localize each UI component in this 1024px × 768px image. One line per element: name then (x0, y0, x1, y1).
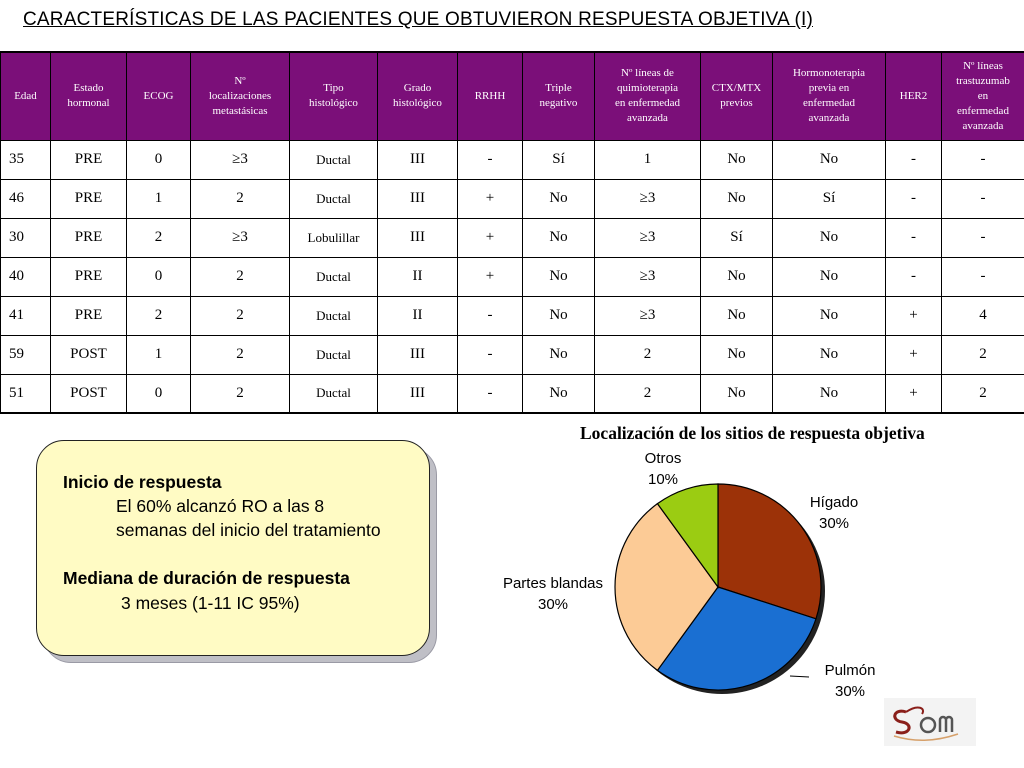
cell-ecog: 0 (127, 257, 191, 296)
callout-duration-value: 3 meses (1-11 IC 95%) (121, 593, 300, 613)
pie-label (488, 573, 618, 615)
cell-age: 59 (1, 335, 51, 374)
cell-grade: III (378, 335, 458, 374)
cell-ctx-mtx: No (701, 179, 773, 218)
seom-logo-icon (884, 698, 976, 746)
column-header-text: ECOG (143, 89, 174, 102)
cell-hormonotherapy: Sí (773, 179, 886, 218)
column-header-text: en (977, 89, 989, 102)
cell-histology: Ductal (290, 374, 378, 413)
cell-age: 40 (1, 257, 51, 296)
column-header-text: previos (720, 97, 753, 110)
cell-metastatic-sites: 2 (191, 296, 290, 335)
pie-label-name: Otros (644, 450, 682, 467)
pie-label-value: 10% (647, 471, 679, 488)
cell-metastatic-sites: 2 (191, 335, 290, 374)
cell-ecog: 2 (127, 296, 191, 335)
cell-hormonal-status: POST (51, 335, 127, 374)
cell-hormonal-status: PRE (51, 257, 127, 296)
cell-ecog: 0 (127, 374, 191, 413)
cell-her2: - (886, 218, 942, 257)
cell-hormonotherapy: No (773, 335, 886, 374)
cell-triple-negative: No (523, 257, 595, 296)
cell-chemo-lines: 1 (595, 140, 701, 179)
cell-ctx-mtx: No (701, 374, 773, 413)
column-header-text: metastásicas (212, 104, 268, 117)
cell-histology: Ductal (290, 296, 378, 335)
cell-rrhh: - (458, 296, 523, 335)
cell-rrhh: - (458, 374, 523, 413)
column-header-text: hormonal (67, 97, 110, 110)
cell-chemo-lines: ≥3 (595, 218, 701, 257)
cell-age: 35 (1, 140, 51, 179)
column-header-text: Estado (73, 82, 104, 95)
cell-histology: Ductal (290, 257, 378, 296)
pie-label-name: Pulmón (824, 662, 876, 679)
callout-onset-line-1: El 60% alcanzó RO a las 8 (116, 496, 325, 516)
page-title: CARACTERÍSTICAS DE LAS PACIENTES QUE OBTUVIERON RESPUESTA OBJETIVA (I) (23, 9, 813, 30)
cell-hormonal-status: PRE (51, 296, 127, 335)
column-header-text: Hormonoterapia (792, 67, 866, 80)
column-header-text: Nº líneas (963, 59, 1003, 72)
chart-title: Localización de los sitios de respuesta objetiva (580, 423, 925, 443)
cell-grade: II (378, 296, 458, 335)
cell-her2: + (886, 335, 942, 374)
column-header-text: Triple (545, 82, 572, 95)
column-header-text: CTX/MTX (711, 82, 762, 95)
cell-chemo-lines: ≥3 (595, 179, 701, 218)
pie-label-value: 30% (818, 515, 850, 532)
cell-ecog: 2 (127, 218, 191, 257)
column-header-text: enfermedad (803, 97, 855, 110)
cell-grade: III (378, 140, 458, 179)
cell-triple-negative: No (523, 179, 595, 218)
pie-label-value: 30% (834, 683, 866, 700)
cell-triple-negative: No (523, 296, 595, 335)
cell-her2: + (886, 296, 942, 335)
cell-grade: III (378, 218, 458, 257)
cell-chemo-lines: 2 (595, 374, 701, 413)
cell-her2: - (886, 140, 942, 179)
pie-label (618, 448, 708, 490)
pie-label (784, 492, 884, 534)
column-header-text: histológico (393, 97, 442, 110)
cell-trastuzumab-lines: - (942, 140, 1024, 179)
cell-histology: Ductal (290, 335, 378, 374)
cell-trastuzumab-lines: - (942, 179, 1024, 218)
pie-label-value: 30% (537, 596, 569, 613)
cell-triple-negative: No (523, 335, 595, 374)
cell-trastuzumab-lines: 2 (942, 335, 1024, 374)
column-header-text: previa en (808, 82, 850, 95)
cell-ecog: 0 (127, 140, 191, 179)
pie-label (800, 660, 900, 702)
column-header-text: enfermedad (957, 104, 1009, 117)
cell-age: 30 (1, 218, 51, 257)
cell-rrhh: + (458, 179, 523, 218)
cell-age: 46 (1, 179, 51, 218)
cell-ctx-mtx: No (701, 296, 773, 335)
cell-hormonal-status: PRE (51, 140, 127, 179)
column-header-text: Grado (403, 82, 432, 95)
pie-label-name: Partes blandas (502, 575, 604, 592)
column-header-text: trastuzumab (956, 74, 1010, 87)
cell-hormonotherapy: No (773, 140, 886, 179)
cell-her2: - (886, 179, 942, 218)
cell-hormonotherapy: No (773, 257, 886, 296)
cell-her2: + (886, 374, 942, 413)
column-header-text: en enfermedad (614, 97, 681, 110)
cell-metastatic-sites: 2 (191, 179, 290, 218)
column-header-text: Edad (14, 89, 37, 102)
seom-logo (884, 698, 976, 746)
cell-ctx-mtx: Sí (701, 218, 773, 257)
column-header-text: avanzada (627, 112, 668, 125)
column-header-text: HER2 (899, 89, 928, 102)
column-header-text: avanzada (808, 112, 850, 125)
cell-rrhh: - (458, 335, 523, 374)
cell-histology: Ductal (290, 179, 378, 218)
cell-grade: III (378, 179, 458, 218)
cell-ecog: 1 (127, 335, 191, 374)
cell-rrhh: + (458, 257, 523, 296)
cell-metastatic-sites: ≥3 (191, 140, 290, 179)
cell-histology: Ductal (290, 140, 378, 179)
cell-ecog: 1 (127, 179, 191, 218)
column-header-text: quimioterapia (616, 82, 679, 95)
cell-hormonotherapy: No (773, 218, 886, 257)
cell-trastuzumab-lines: 4 (942, 296, 1024, 335)
cell-rrhh: + (458, 218, 523, 257)
column-header-text: negativo (539, 97, 578, 110)
cell-metastatic-sites: 2 (191, 374, 290, 413)
cell-hormonal-status: PRE (51, 218, 127, 257)
callout-heading-duration: Mediana de duración de respuesta (63, 568, 350, 588)
cell-grade: III (378, 374, 458, 413)
column-header-text: localizaciones (208, 89, 272, 102)
cell-trastuzumab-lines: - (942, 218, 1024, 257)
pie-label-name: Hígado (809, 494, 859, 511)
cell-triple-negative: No (523, 374, 595, 413)
cell-trastuzumab-lines: 2 (942, 374, 1024, 413)
cell-chemo-lines: 2 (595, 335, 701, 374)
cell-histology: Lobulillar (290, 218, 378, 257)
cell-rrhh: - (458, 140, 523, 179)
column-header-text: avanzada (962, 119, 1004, 132)
cell-hormonotherapy: No (773, 374, 886, 413)
cell-triple-negative: No (523, 218, 595, 257)
cell-triple-negative: Sí (523, 140, 595, 179)
cell-metastatic-sites: 2 (191, 257, 290, 296)
cell-grade: II (378, 257, 458, 296)
column-header-text: histológico (309, 97, 358, 110)
cell-hormonotherapy: No (773, 296, 886, 335)
cell-age: 51 (1, 374, 51, 413)
cell-age: 41 (1, 296, 51, 335)
cell-her2: - (886, 257, 942, 296)
callout-heading-onset: Inicio de respuesta (63, 472, 222, 492)
cell-metastatic-sites: ≥3 (191, 218, 290, 257)
cell-hormonal-status: POST (51, 374, 127, 413)
column-header-text: RRHH (474, 89, 506, 102)
cell-chemo-lines: ≥3 (595, 257, 701, 296)
cell-hormonal-status: PRE (51, 179, 127, 218)
cell-chemo-lines: ≥3 (595, 296, 701, 335)
cell-ctx-mtx: No (701, 140, 773, 179)
column-header-text: Nº líneas de (621, 67, 674, 80)
callout-onset-line-2: semanas del inicio del tratamiento (116, 520, 381, 540)
column-header-text: Tipo (323, 82, 344, 95)
column-header-text: Nº (234, 74, 246, 87)
cell-ctx-mtx: No (701, 335, 773, 374)
cell-trastuzumab-lines: - (942, 257, 1024, 296)
cell-ctx-mtx: No (701, 257, 773, 296)
